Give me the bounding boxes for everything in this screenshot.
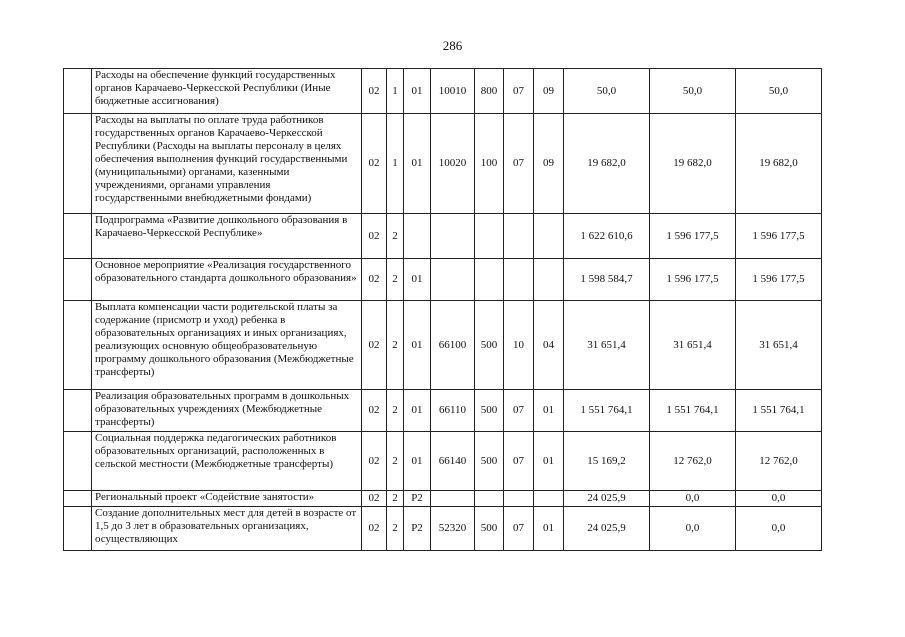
amount-year-2: 1 596 177,5	[650, 214, 736, 259]
table-row	[64, 390, 822, 432]
row-number-cell	[64, 507, 92, 551]
section-code: 07	[504, 432, 534, 491]
subprogram-code: 2	[387, 214, 404, 259]
section-code: 07	[504, 507, 534, 551]
row-description	[92, 390, 362, 432]
section-code: 07	[504, 390, 534, 432]
program-code: 02	[362, 491, 387, 507]
event-code: 01	[404, 432, 431, 491]
event-code: 01	[404, 390, 431, 432]
row-description-text: Создание дополнительных мест для детей в возрасте от 1,5 до 3 лет в образовательных организациях, осуществляющих	[95, 507, 357, 545]
subprogram-code: 2	[387, 491, 404, 507]
program-code: 02	[362, 507, 387, 551]
subprogram-code: 2	[387, 301, 404, 390]
subsection-code	[534, 491, 564, 507]
table-row	[64, 114, 822, 214]
subprogram-code: 2	[387, 507, 404, 551]
subprogram-code: 2	[387, 390, 404, 432]
row-number-cell	[64, 390, 92, 432]
direction-code	[431, 259, 475, 301]
amount-year-2: 31 651,4	[650, 301, 736, 390]
table-body	[64, 69, 822, 551]
amount-year-3: 50,0	[736, 69, 822, 114]
row-description-text: Выплата компенсации части родительской платы за содержание (присмотр и уход) ребенка в образовательных организациях и иных организациях, реализующих основную общеобразовательную программу дошкольного образования (Межбюджетные трансферты)	[95, 301, 354, 378]
expense-type-code	[475, 491, 504, 507]
direction-code	[431, 491, 475, 507]
row-description	[92, 432, 362, 491]
program-code: 02	[362, 390, 387, 432]
expense-type-code	[475, 214, 504, 259]
row-description	[92, 114, 362, 214]
amount-year-1: 50,0	[564, 69, 650, 114]
amount-year-3: 19 682,0	[736, 114, 822, 214]
event-code: 01	[404, 301, 431, 390]
amount-year-2: 1 596 177,5	[650, 259, 736, 301]
row-number-cell	[64, 114, 92, 214]
expense-type-code: 500	[475, 432, 504, 491]
subsection-code	[534, 214, 564, 259]
amount-year-2: 12 762,0	[650, 432, 736, 491]
subsection-code: 04	[534, 301, 564, 390]
event-code: 01	[404, 259, 431, 301]
row-number-cell	[64, 214, 92, 259]
row-number-cell	[64, 491, 92, 507]
section-code	[504, 491, 534, 507]
row-description-text: Реализация образовательных программ в дошкольных образовательных учреждениях (Межбюджетные трансферты)	[95, 390, 350, 428]
section-code: 07	[504, 114, 534, 214]
subsection-code	[534, 259, 564, 301]
subprogram-code: 1	[387, 114, 404, 214]
row-description-text: Социальная поддержка педагогических работников образовательных организаций, расположенных в сельской местности (Межбюджетные трансферты)	[95, 432, 337, 470]
expense-type-code: 800	[475, 69, 504, 114]
amount-year-3: 12 762,0	[736, 432, 822, 491]
amount-year-2: 19 682,0	[650, 114, 736, 214]
amount-year-2: 1 551 764,1	[650, 390, 736, 432]
expense-type-code: 100	[475, 114, 504, 214]
budget-table	[63, 68, 822, 551]
section-code	[504, 259, 534, 301]
subsection-code: 01	[534, 507, 564, 551]
amount-year-1: 1 622 610,6	[564, 214, 650, 259]
amount-year-3: 0,0	[736, 507, 822, 551]
program-code: 02	[362, 259, 387, 301]
expense-type-code: 500	[475, 390, 504, 432]
row-description	[92, 214, 362, 259]
table-row	[64, 69, 822, 114]
amount-year-1: 24 025,9	[564, 507, 650, 551]
amount-year-3: 31 651,4	[736, 301, 822, 390]
program-code: 02	[362, 214, 387, 259]
subsection-code: 09	[534, 114, 564, 214]
subsection-code: 09	[534, 69, 564, 114]
table-row	[64, 214, 822, 259]
amount-year-1: 19 682,0	[564, 114, 650, 214]
direction-code	[431, 214, 475, 259]
table-row	[64, 259, 822, 301]
row-description-text: Расходы на обеспечение функций государственных органов Карачаево-Черкесской Республики (Иные бюджетные ассигнования)	[95, 69, 336, 107]
amount-year-3: 1 596 177,5	[736, 259, 822, 301]
subprogram-code: 2	[387, 432, 404, 491]
amount-year-1: 24 025,9	[564, 491, 650, 507]
program-code: 02	[362, 69, 387, 114]
subsection-code: 01	[534, 432, 564, 491]
section-code	[504, 214, 534, 259]
row-description	[92, 301, 362, 390]
amount-year-2: 0,0	[650, 491, 736, 507]
row-description-text: Региональный проект «Содействие занятости»	[95, 491, 315, 503]
table-row	[64, 301, 822, 390]
page-number: 286	[442, 38, 463, 53]
row-description	[92, 69, 362, 114]
subprogram-code: 2	[387, 259, 404, 301]
subsection-code: 01	[534, 390, 564, 432]
program-code: 02	[362, 114, 387, 214]
row-description	[92, 491, 362, 507]
row-description-text: Расходы на выплаты по оплате труда работников государственных органов Карачаево-Черкесской Республики (Расходы на выплаты персоналу в целях обеспечения выполнения функций государственными (муниципальными) органами, казенными учреждениями, органами управления государственными внебюджетными фондами)	[95, 114, 348, 204]
event-code: P2	[404, 491, 431, 507]
direction-code: 52320	[431, 507, 475, 551]
amount-year-1: 15 169,2	[564, 432, 650, 491]
amount-year-1: 31 651,4	[564, 301, 650, 390]
direction-code: 66100	[431, 301, 475, 390]
amount-year-1: 1 551 764,1	[564, 390, 650, 432]
row-description	[92, 259, 362, 301]
amount-year-3: 0,0	[736, 491, 822, 507]
row-number-cell	[64, 432, 92, 491]
direction-code: 66140	[431, 432, 475, 491]
row-description-text: Основное мероприятие «Реализация государственного образовательного стандарта дошкольного образования»	[95, 259, 357, 284]
program-code: 02	[362, 301, 387, 390]
amount-year-2: 0,0	[650, 507, 736, 551]
direction-code: 10010	[431, 69, 475, 114]
direction-code: 66110	[431, 390, 475, 432]
row-number-cell	[64, 69, 92, 114]
row-number-cell	[64, 301, 92, 390]
expense-type-code	[475, 259, 504, 301]
section-code: 10	[504, 301, 534, 390]
subprogram-code: 1	[387, 69, 404, 114]
expense-type-code: 500	[475, 507, 504, 551]
section-code: 07	[504, 69, 534, 114]
row-number-cell	[64, 259, 92, 301]
amount-year-3: 1 596 177,5	[736, 214, 822, 259]
amount-year-3: 1 551 764,1	[736, 390, 822, 432]
row-description-text: Подпрограмма «Развитие дошкольного образования в Карачаево-Черкесской Республике»	[95, 214, 348, 239]
amount-year-2: 50,0	[650, 69, 736, 114]
event-code: 01	[404, 114, 431, 214]
amount-year-1: 1 598 584,7	[564, 259, 650, 301]
event-code	[404, 214, 431, 259]
direction-code: 10020	[431, 114, 475, 214]
table-row	[64, 507, 822, 551]
row-description	[92, 507, 362, 551]
table-row	[64, 491, 822, 507]
event-code: 01	[404, 69, 431, 114]
table-row	[64, 432, 822, 491]
program-code: 02	[362, 432, 387, 491]
expense-type-code: 500	[475, 301, 504, 390]
event-code: P2	[404, 507, 431, 551]
